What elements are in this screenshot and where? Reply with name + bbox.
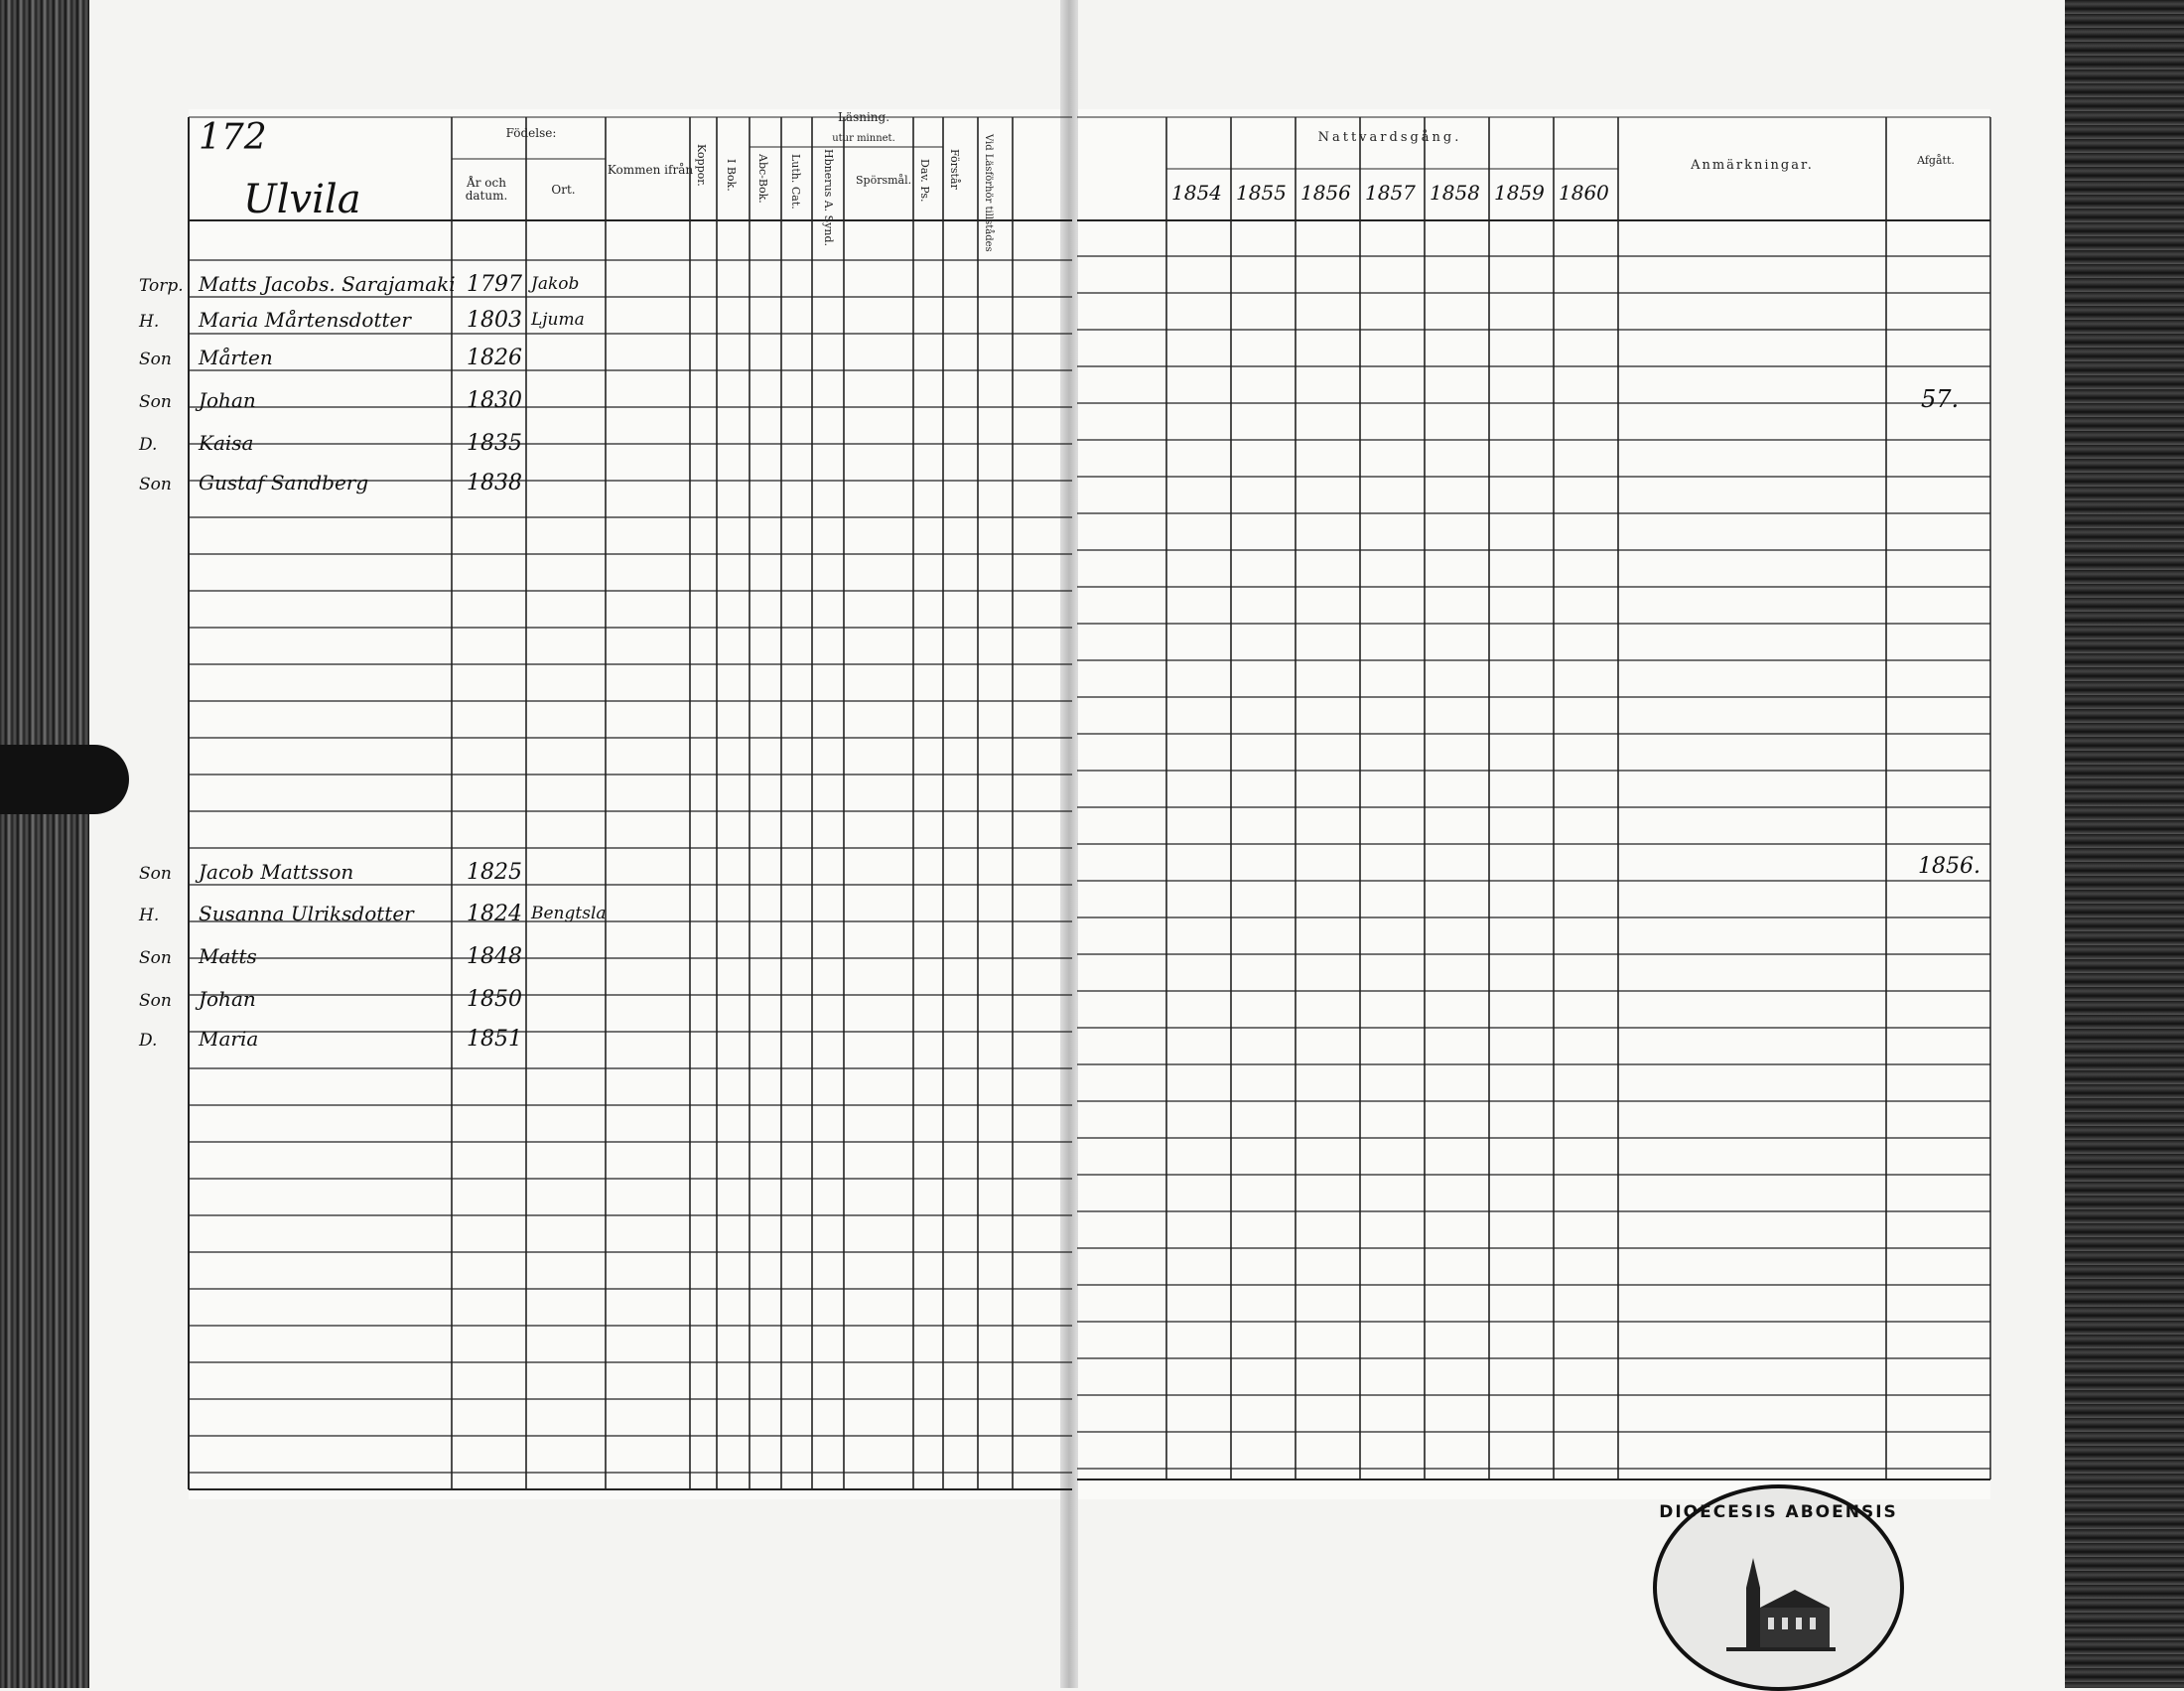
header-hbnerus: Hbnerus A. Synd. bbox=[822, 149, 835, 247]
church-illustration bbox=[1726, 1548, 1836, 1657]
header-ort: Ort. bbox=[551, 183, 576, 197]
row-relation: Son bbox=[139, 948, 172, 968]
row-relation: Son bbox=[139, 350, 172, 369]
header-kommen-ifran: Kommen ifrån bbox=[607, 163, 694, 177]
row-name: Mårten bbox=[199, 346, 273, 369]
row-birth-year: 1797 bbox=[467, 272, 522, 297]
row-relation: Torp. bbox=[139, 276, 184, 296]
afgatt-value-2: 1856. bbox=[1918, 854, 1980, 879]
row-birth-year: 1851 bbox=[467, 1027, 522, 1052]
header-dav-ps: Dav. Ps. bbox=[918, 159, 931, 203]
header-fodelse: Födelse: bbox=[505, 126, 557, 140]
row-name: Johan bbox=[199, 987, 256, 1011]
header-nattvardsgang: Nattvardsgång. bbox=[1317, 130, 1462, 145]
row-relation: Son bbox=[139, 475, 172, 494]
row-name: Maria bbox=[199, 1027, 259, 1051]
year-header-1857: 1857 bbox=[1365, 181, 1416, 205]
row-relation: D. bbox=[139, 435, 158, 455]
header-luth-cat: Luth. Cat. bbox=[789, 154, 802, 210]
row-name: Gustaf Sandberg bbox=[199, 471, 369, 494]
header-utur-minnet: utur minnet. bbox=[832, 133, 895, 144]
row-relation: H. bbox=[139, 312, 160, 332]
page-number: 172 bbox=[199, 117, 267, 158]
header-anmarkningar: Anmärkningar. bbox=[1691, 158, 1814, 173]
row-birth-year: 1826 bbox=[467, 346, 522, 370]
afgatt-value-1: 57. bbox=[1921, 385, 1960, 413]
row-name: Johan bbox=[199, 388, 256, 412]
header-abc-bok: Abc-Bok. bbox=[756, 154, 769, 204]
row-name: Jacob Mattsson bbox=[199, 860, 354, 884]
year-header-1854: 1854 bbox=[1171, 181, 1222, 205]
stamp-text: DIOECESIS ABOENSIS bbox=[1659, 1502, 1898, 1522]
row-birth-place: Bengtsla bbox=[531, 904, 607, 923]
row-birth-year: 1838 bbox=[467, 471, 522, 495]
row-name: Matts Jacobs. Sarajamaki bbox=[199, 272, 456, 296]
row-name: Maria Mårtensdotter bbox=[199, 308, 411, 332]
year-header-1859: 1859 bbox=[1494, 181, 1545, 205]
row-name: Kaisa bbox=[199, 431, 254, 455]
header-laesning: Läsning. bbox=[837, 110, 890, 124]
row-relation: Son bbox=[139, 991, 172, 1011]
row-birth-year: 1830 bbox=[467, 388, 522, 413]
row-birth-place: Ljuma bbox=[531, 310, 585, 330]
row-birth-place: Jakob bbox=[531, 274, 580, 294]
header-i-bok: I Bok. bbox=[725, 159, 738, 192]
row-relation: Son bbox=[139, 392, 172, 412]
row-relation: H. bbox=[139, 906, 160, 925]
row-name: Matts bbox=[199, 944, 257, 968]
year-header-1855: 1855 bbox=[1236, 181, 1287, 205]
row-birth-year: 1825 bbox=[467, 860, 522, 885]
header-vid-lasforhor: Vid Läsförhör tillstådes bbox=[983, 134, 994, 252]
year-header-1860: 1860 bbox=[1559, 181, 1609, 205]
header-forstar: Förstår bbox=[948, 149, 961, 190]
village-name: Ulvila bbox=[243, 177, 361, 222]
header-sporsmal: Spörsmål. bbox=[856, 174, 912, 187]
row-birth-year: 1824 bbox=[467, 902, 522, 926]
row-birth-year: 1803 bbox=[467, 308, 522, 333]
year-header-1858: 1858 bbox=[1430, 181, 1480, 205]
row-relation: D. bbox=[139, 1031, 158, 1051]
row-name: Susanna Ulriksdotter bbox=[199, 902, 414, 925]
header-afgatt: Afgått. bbox=[1917, 154, 1955, 167]
header-ar-och-datum: År och datum. bbox=[465, 176, 508, 203]
header-kopper: Koppor. bbox=[695, 144, 708, 187]
row-relation: Son bbox=[139, 864, 172, 884]
diocese-stamp bbox=[1653, 1484, 1904, 1691]
year-header-1856: 1856 bbox=[1300, 181, 1351, 205]
row-birth-year: 1835 bbox=[467, 431, 522, 456]
row-birth-year: 1850 bbox=[467, 987, 522, 1012]
row-birth-year: 1848 bbox=[467, 944, 522, 969]
